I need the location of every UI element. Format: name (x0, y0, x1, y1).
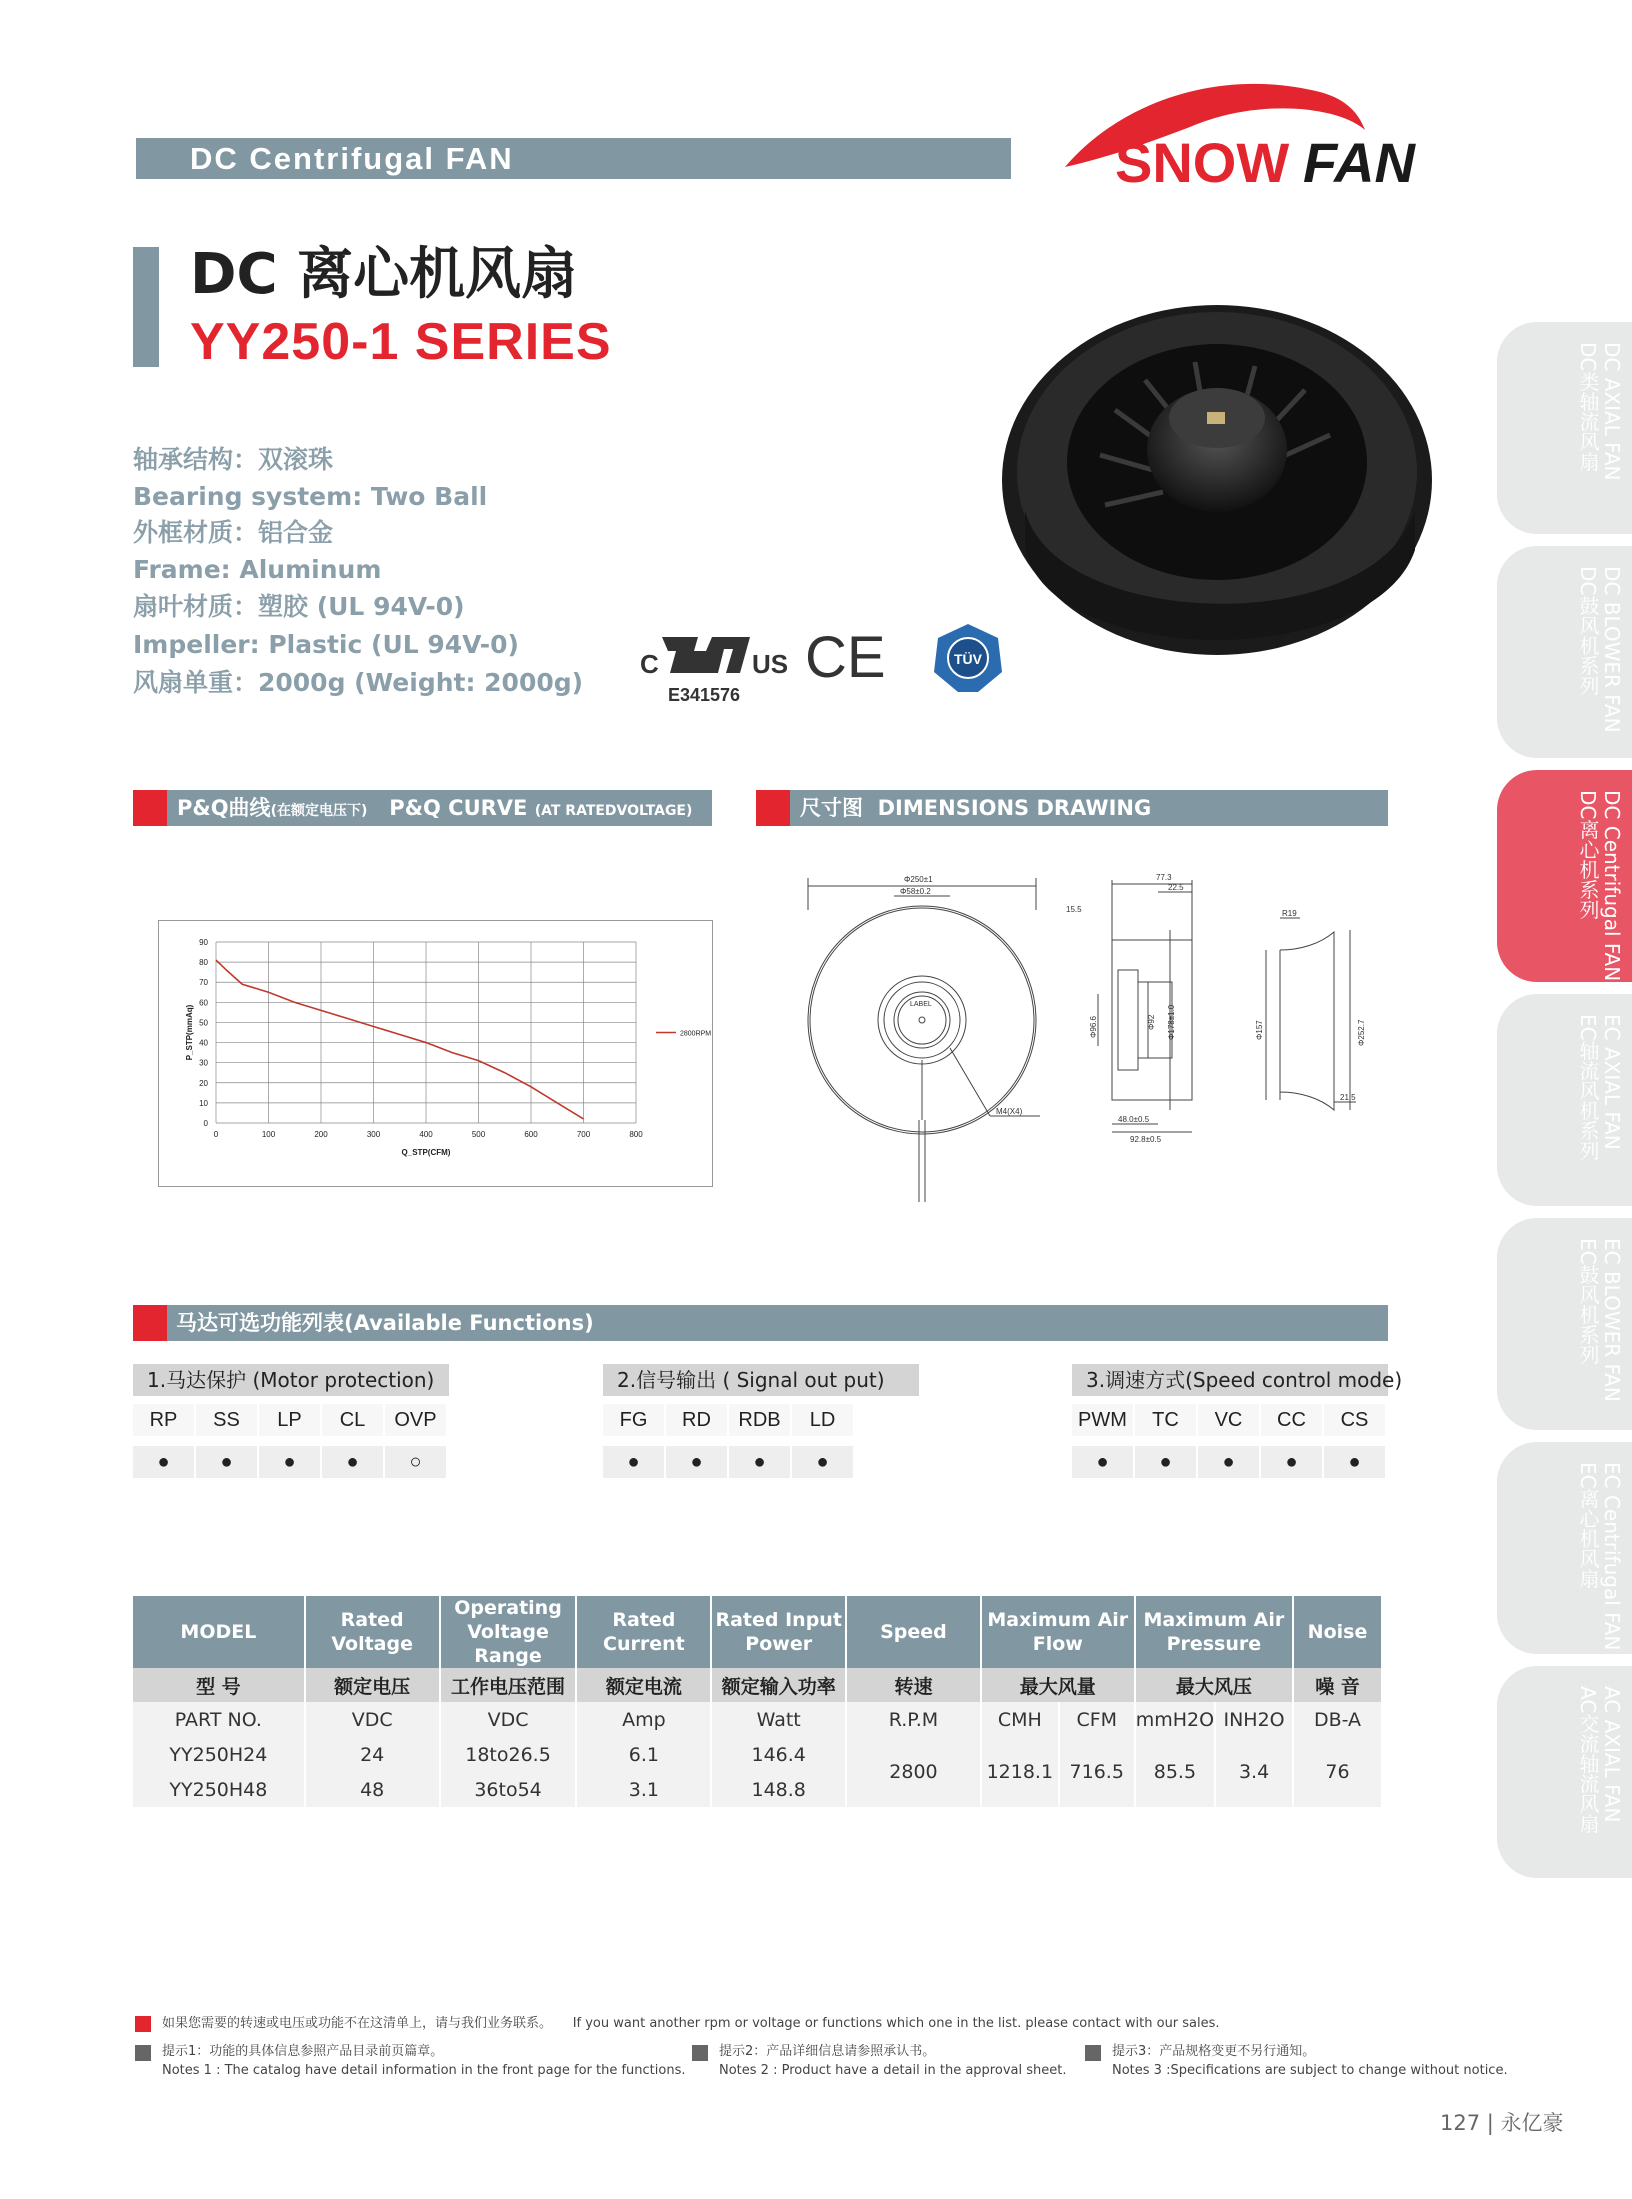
func-mark-cl: ● (322, 1446, 383, 1478)
func-label-vc: VC (1198, 1404, 1259, 1436)
dim-hub-diameter: Φ58±0.2 (900, 887, 931, 896)
svg-text:C: C (640, 649, 659, 679)
x-tick-label: 200 (314, 1130, 328, 1139)
logo-fan: FAN (1303, 131, 1415, 187)
func-mark-tc: ● (1135, 1446, 1196, 1478)
y-tick-label: 30 (199, 1058, 208, 1068)
dim-21-5: 21.5 (1340, 1093, 1356, 1102)
dim-offset-15-5: 15.5 (1066, 905, 1082, 914)
page-title-cn: DC 离心机风扇 (190, 242, 578, 307)
tab-ec-blower-fan[interactable] (1497, 1218, 1632, 1430)
note1-cn: 提示1：功能的具体信息参照产品目录前页篇章。 (162, 2044, 444, 2059)
dim-96-6: Φ96.6 (1089, 1016, 1098, 1038)
table-header-cn-row: 型 号 额定电压 工作电压范围 额定电流 额定输入功率 转速 最大风量 最大风压 噪 音 (133, 1668, 1382, 1702)
tab-ec-centrifugal-fan[interactable] (1497, 1442, 1632, 1654)
func-group-signal-output: 2.信号输出 ( Signal out put) (603, 1364, 919, 1396)
svg-text:CE: CE (805, 625, 886, 687)
note2-marker (692, 2045, 708, 2061)
func-mark-ld: ● (792, 1446, 853, 1478)
spec-frame-en: Frame: Aluminum (133, 555, 382, 584)
functions-section-marker (133, 1305, 167, 1341)
y-tick-label: 90 (199, 938, 208, 947)
func-label-fg: FG (603, 1404, 664, 1436)
note1-marker (135, 2045, 151, 2061)
func-mark-cc: ● (1261, 1446, 1322, 1478)
func-label-tc: TC (1135, 1404, 1196, 1436)
func-mark-cs: ● (1324, 1446, 1385, 1478)
note-main: 如果您需要的转速或电压或功能不在这清单上，请与我们业务联系。 If you want another rpm or voltage or functions which one in the list. please contact with our sales. (162, 2016, 1220, 2031)
func-mark-vc: ● (1198, 1446, 1259, 1478)
dim-157: Φ157 (1255, 1020, 1264, 1040)
tab-label: EC BLOWER FAN EC鼓风机系列 (1576, 1238, 1624, 1402)
func-label-ovp: OVP (385, 1404, 446, 1436)
svg-text:US: US (752, 649, 789, 679)
page-title-series: YY250-1 SERIES (190, 313, 612, 371)
spec-bearing-cn: 轴承结构：双滚珠 (133, 445, 334, 474)
spec-bearing-en: Bearing system: Two Ball (133, 482, 488, 511)
tab-dc-blower-fan[interactable] (1497, 546, 1632, 758)
x-tick-label: 400 (419, 1130, 433, 1139)
page-number: 127 (1440, 2111, 1481, 2135)
note2-en: Notes 2 : Product have a detail in the approval sheet. (719, 2063, 1067, 2078)
func-mark-rd: ● (666, 1446, 727, 1478)
func-mark-lp: ● (259, 1446, 320, 1478)
pq-curve-2800rpm (216, 960, 584, 1119)
legend-label: 2800RPM (680, 1030, 712, 1038)
func-label-lp: LP (259, 1404, 320, 1436)
dimensions-drawing (800, 870, 1400, 1220)
func-mark-rp: ● (133, 1446, 194, 1478)
spec-frame-cn: 外框材质：铝合金 (133, 518, 334, 547)
note-main-marker (135, 2016, 151, 2032)
func-mark-ss: ● (196, 1446, 257, 1478)
ul-cert-icon (640, 625, 790, 705)
dim-178: Φ178±1.0 (1167, 1004, 1176, 1040)
table-header-row (133, 1596, 1382, 1668)
func-label-cs: CS (1324, 1404, 1385, 1436)
func-label-rd: RD (666, 1404, 727, 1436)
y-tick-label: 80 (199, 958, 208, 968)
y-tick-label: 0 (203, 1119, 208, 1128)
func-mark-rdb: ● (729, 1446, 790, 1478)
col-speed: Speed (846, 1596, 981, 1668)
y-tick-label: 40 (199, 1038, 208, 1048)
dim-252-7: Φ252.7 (1357, 1019, 1366, 1046)
y-tick-label: 10 (199, 1098, 208, 1108)
snowfan-logo (1060, 72, 1450, 187)
func-label-rp: RP (133, 1404, 194, 1436)
col-air-flow: Maximum Air Flow (981, 1596, 1135, 1668)
tab-label: DC Centrifugal FAN DC离心机系列 (1576, 790, 1624, 982)
dims-section-marker (756, 790, 790, 826)
func-label-ss: SS (196, 1404, 257, 1436)
x-tick-label: 500 (471, 1130, 486, 1139)
dim-92: Φ92 (1147, 1014, 1156, 1030)
func-label-cl: CL (322, 1404, 383, 1436)
tab-dc-axial-fan[interactable] (1497, 322, 1632, 534)
spec-table (133, 1596, 1383, 1807)
func-label-cc: CC (1261, 1404, 1322, 1436)
dims-section-title: 尺寸图 DIMENSIONS DRAWING (800, 796, 1152, 820)
label-plate: LABEL (910, 1001, 932, 1008)
dim-22-5: 22.5 (1168, 883, 1184, 892)
dim-m4-screw: M4(X4) (996, 1107, 1023, 1116)
x-tick-label: 300 (366, 1130, 381, 1139)
page-footer: 127 | 永亿豪 (1440, 2111, 1564, 2135)
fan-product-photo (995, 300, 1435, 700)
tab-ac-axial-fan[interactable] (1497, 1666, 1632, 1878)
tab-label: EC AXIAL FAN EC轴流风机系列 (1576, 1014, 1624, 1161)
tab-dc-centrifugal-fan[interactable] (1497, 770, 1632, 982)
table-row: YY250H24 24 18to26.5 6.1 146.4 2800 1218.1 716.5 85.5 3.4 76 (133, 1737, 1382, 1772)
col-noise: Noise (1293, 1596, 1382, 1668)
func-label-rdb: RDB (729, 1404, 790, 1436)
functions-section-title: 马达可选功能列表(Available Functions) (176, 1311, 594, 1335)
func-group-motor-protection: 1.马达保护 (Motor protection) (133, 1364, 449, 1396)
x-tick-label: 600 (524, 1130, 538, 1139)
func-mark-ovp: ○ (385, 1446, 446, 1478)
svg-text:TÜV: TÜV (954, 651, 982, 667)
col-rated-current: Rated Current (576, 1596, 711, 1668)
pq-section-title: P&Q曲线(在额定电压下) P&Q CURVE (AT RATEDVOLTAGE) (177, 796, 693, 820)
pq-chart (158, 920, 713, 1187)
tab-label: DC AXIAL FAN DC类轴流风扇 (1576, 342, 1624, 481)
footer-brand: 永亿豪 (1500, 2111, 1564, 2135)
note1-en: Notes 1 : The catalog have detail information in the front page for the functions. (162, 2063, 686, 2078)
dim-92-8: 92.8±0.5 (1130, 1135, 1162, 1144)
table-units-row: PART NO. VDC VDC Amp Watt R.P.M CMH CFM mmH2O INH2O DB-A (133, 1702, 1382, 1737)
title-accent-bar (133, 247, 159, 367)
spec-impeller-cn: 扇叶材质：塑胶 (UL 94V-0) (133, 592, 465, 621)
dim-48: 48.0±0.5 (1118, 1115, 1150, 1124)
dim-outer-diameter: Φ250±1 (904, 875, 933, 884)
func-label-ld: LD (792, 1404, 853, 1436)
x-tick-label: 700 (576, 1130, 591, 1139)
chart-x-label: Q_STP(CFM) (401, 1148, 451, 1157)
tab-ec-axial-fan[interactable] (1497, 994, 1632, 1206)
col-air-pressure: Maximum Air Pressure (1135, 1596, 1293, 1668)
col-model: MODEL (133, 1596, 305, 1668)
dim-77-3: 77.3 (1156, 873, 1172, 882)
dim-r19: R19 (1282, 909, 1297, 918)
y-tick-label: 60 (199, 998, 208, 1008)
y-tick-label: 70 (199, 978, 208, 988)
tab-label: DC BLOWER FAN DC鼓风机系列 (1576, 566, 1624, 733)
ul-number: E341576 (668, 685, 741, 705)
header-title: DC Centrifugal FAN (190, 141, 514, 176)
x-tick-label: 100 (261, 1130, 276, 1139)
tab-label: EC Centrifugal FAN EC离心机风扇 (1576, 1462, 1624, 1651)
func-label-pwm: PWM (1072, 1404, 1133, 1436)
table-row: YY250H48 48 36to54 3.1 148.8 (133, 1772, 1382, 1807)
col-rated-power: Rated Input Power (711, 1596, 846, 1668)
func-group-speed-control: 3.调速方式(Speed control mode) (1072, 1364, 1388, 1396)
logo-snow: SNOW (1115, 131, 1290, 187)
spec-weight: 风扇单重：2000g (Weight: 2000g) (133, 668, 584, 697)
x-tick-label: 800 (629, 1130, 643, 1139)
note2-cn: 提示2：产品详细信息请参照承认书。 (719, 2044, 936, 2059)
spec-impeller-en: Impeller: Plastic (UL 94V-0) (133, 630, 519, 659)
note3-en: Notes 3 :Specifications are subject to change without notice. (1112, 2063, 1508, 2078)
chart-y-label: P_STP(mmAq) (185, 1004, 194, 1061)
func-mark-fg: ● (603, 1446, 664, 1478)
y-tick-label: 50 (199, 1018, 208, 1028)
y-tick-label: 20 (199, 1078, 208, 1088)
note3-marker (1085, 2045, 1101, 2061)
note3-cn: 提示3：产品规格变更不另行通知。 (1112, 2044, 1316, 2059)
func-mark-pwm: ● (1072, 1446, 1133, 1478)
col-rated-voltage: Rated Voltage (305, 1596, 440, 1668)
tab-label: AC AXIAL FAN AC交流轴流风扇 (1576, 1686, 1624, 1834)
ce-mark-icon (805, 625, 900, 687)
tuv-cert-icon (932, 622, 1004, 694)
x-tick-label: 0 (213, 1130, 219, 1139)
col-operating-range: Operating Voltage Range (440, 1596, 577, 1668)
pq-section-marker (133, 790, 167, 826)
